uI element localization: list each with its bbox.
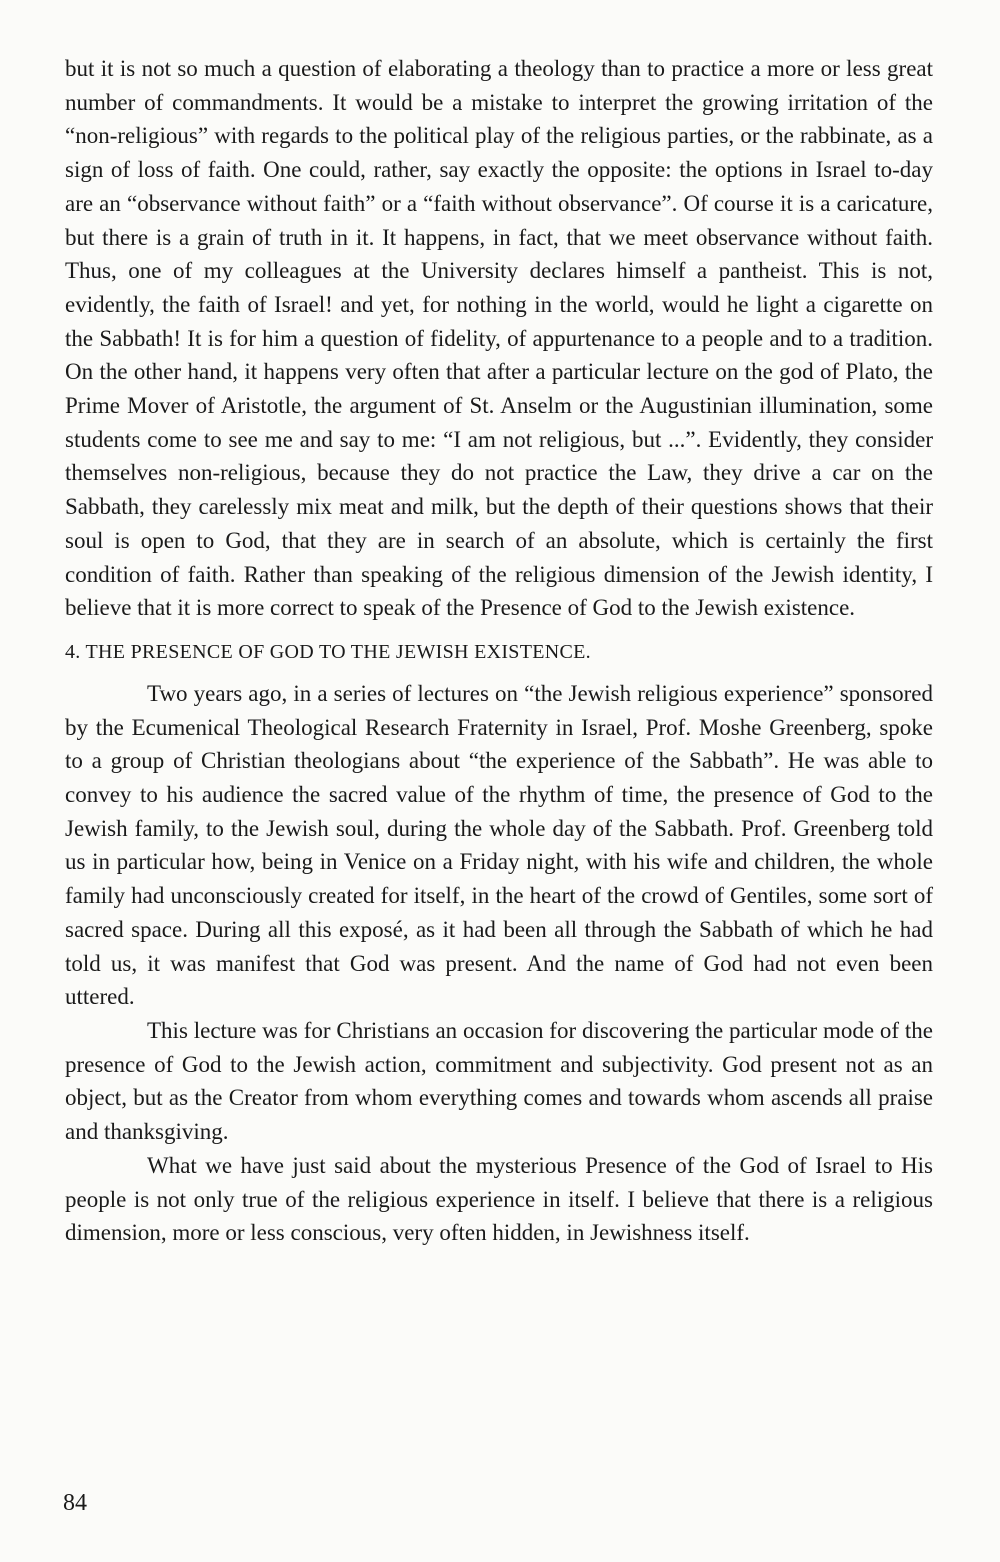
body-paragraph: This lecture was for Christians an occasion for discovering the particular mode of the presence of God to the Jewish action, commitment and subjectivity. God present not as an object, but as the Creator from whom everything comes and towards whom ascends all praise and thanksgiving. (65, 1017, 933, 1145)
body-paragraph: What we have just said about the mysterious Presence of the God of Israel to His people is not only true of the religious experience in itself. I believe that there is a religious dimension, more or less conscious, very often hidden, in Jewishness itself. (65, 1152, 933, 1246)
section-heading: 4. THE PRESENCE OF GOD TO THE JEWISH EXISTENCE. (65, 640, 591, 663)
body-paragraph: but it is not so much a question of elaborating a theology than to practice a more or less great number of commandments. It would be a mistake to interpret the growing irritation of the “non-religious” with regards to the political play of the religious parties, or the rabbinate, as a sign of loss of faith. One could, rather, say exactly the opposite: the options in Israel to-day are an “observance without faith” or a “faith without observance”. Of course it is a caricature, but there is a grain of truth in it. It happens, in fact, that we meet observance without faith. Thus, one of my colleagues at the University declares himself a pantheist. This is not, evidently, the faith of Israel! and yet, for nothing in the world, would he light a cigarette on the Sabbath! It is for him a question of fidelity, of appurtenance to a people and to a tradition. On the other hand, it happens very often that after a particular lecture on the god of Plato, the Prime Mover of Aristotle, the argument of St. Anselm or the Augustinian illumination, some students come to see me and say to me: “I am not religious, but ...”. Evidently, they consider themselves non-religious, because they do not practice the Law, they drive a car on the Sabbath, they carelessly mix meat and milk, but the depth of their questions shows that their soul is open to God, that they are in search of an absolute, which is certainly the first condition of faith. Rather than speaking of the religious dimension of the Jewish identity, I believe that it is more correct to speak of the Presence of God to the Jewish existence. (65, 56, 933, 621)
body-paragraph: Two years ago, in a series of lectures on “the Jewish religious experience” sponsored by the Ecumenical Theological Research Fraternity in Israel, Prof. Moshe Greenberg, spoke to a group of Christian theologians about “the experience of the Sabbath”. He was able to convey to his audience the sacred value of the rhythm of time, the presence of God to the Jewish family, to the Jewish soul, during the whole day of the Sabbath. Prof. Greenberg told us in particular how, being in Venice on a Friday night, with his wife and children, the whole family had unconsciously created for itself, in the heart of the crowd of Gentiles, some sort of sacred space. During all this exposé, as it had been all through the Sabbath of which he had told us, it was manifest that God was present. And the name of God had not even been uttered. (65, 680, 933, 1010)
page-number: 84 (63, 1490, 87, 1516)
page-body (65, 52, 933, 1250)
